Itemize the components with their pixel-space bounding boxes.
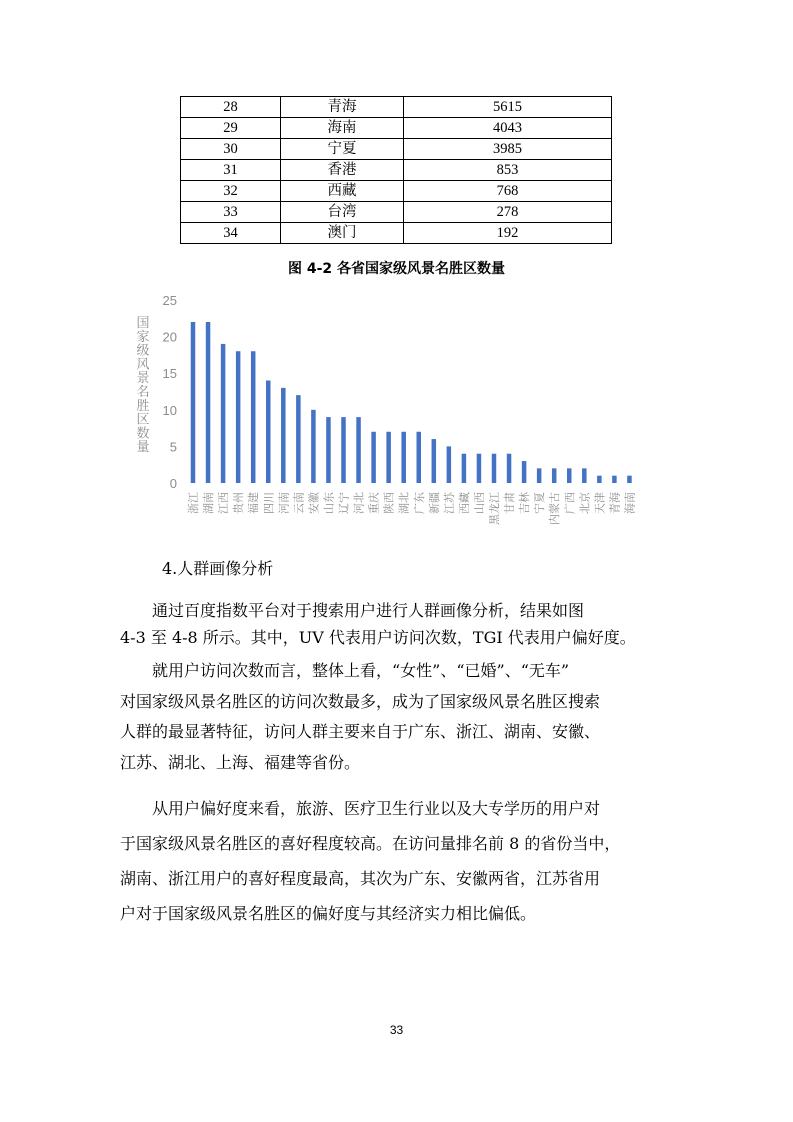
- y-axis-label-char: 风: [136, 357, 150, 373]
- x-tick-label: 辽宁: [337, 492, 351, 514]
- province-cell: 宁夏: [281, 139, 404, 160]
- bar: [552, 468, 557, 483]
- rank-cell: 29: [181, 118, 281, 139]
- bar: [401, 432, 406, 483]
- x-tick-label: 湖南: [202, 492, 216, 514]
- bar: [191, 322, 196, 483]
- paragraph-line: 通过百度指数平台对于搜索用户进行人群画像分析，结果如图: [152, 601, 585, 620]
- table-row: [181, 202, 612, 223]
- y-tick-label: 0: [169, 476, 177, 491]
- y-axis-label-char: 家: [136, 329, 150, 345]
- figure-caption: 图 4-2 各省国家级风景名胜区数量: [287, 261, 506, 277]
- province-cell: 香港: [281, 160, 404, 181]
- y-tick-label: 15: [162, 366, 177, 382]
- x-tick-label: 黑龙江: [488, 492, 501, 525]
- bar: [371, 432, 376, 483]
- province-cell: 澳门: [281, 223, 404, 244]
- bar: [266, 381, 271, 483]
- count-cell: 5615: [403, 97, 611, 118]
- bar: [582, 468, 587, 483]
- x-tick-label: 陕西: [382, 492, 396, 514]
- x-tick-label: 吉林: [518, 492, 532, 514]
- province-table: [180, 96, 612, 244]
- bar: [296, 395, 301, 483]
- count-cell: 853: [403, 160, 611, 181]
- x-tick-label: 西藏: [457, 492, 471, 514]
- x-tick-label: 云南: [292, 492, 306, 514]
- table-row: [181, 160, 612, 181]
- x-tick-label: 湖北: [397, 492, 411, 514]
- y-axis-label-char: 国: [136, 316, 150, 331]
- paragraph-line: 人群的最显著特征，访问人群主要来自于广东、浙江、湖南、安徽、: [120, 722, 601, 741]
- province-cell: 台湾: [281, 202, 404, 223]
- rank-cell: 30: [181, 139, 281, 160]
- x-tick-label: 江西: [217, 492, 231, 514]
- x-tick-label: 甘肃: [503, 492, 517, 514]
- bar: [507, 454, 512, 483]
- x-tick-label: 青海: [608, 492, 622, 514]
- x-tick-label: 四川: [262, 492, 276, 514]
- x-tick-label: 安徽: [307, 492, 321, 514]
- bar: [537, 468, 542, 483]
- count-cell: 3985: [403, 139, 611, 160]
- bar: [447, 446, 452, 483]
- paragraph-line: 于国家级风景名胜区的喜好程度较高。在访问量排名前 8 的省份当中，: [120, 834, 621, 853]
- y-axis-label-char: 级: [136, 343, 150, 359]
- bar: [477, 454, 482, 483]
- table-row: [181, 181, 612, 202]
- rank-cell: 31: [181, 160, 281, 181]
- x-tick-label: 福建: [247, 492, 261, 514]
- x-tick-label: 浙江: [187, 492, 200, 514]
- bar: [236, 351, 241, 483]
- count-cell: 768: [403, 181, 611, 202]
- bar: [567, 468, 572, 483]
- bar: [206, 322, 211, 483]
- paragraph-line: 湖南、浙江用户的喜好程度最高，其次为广东、安徽两省，江苏省用: [120, 869, 601, 888]
- paragraph-line: 4-3 至 4-8 所示。其中，UV 代表用户访问次数，TGI 代表用户偏好度。: [120, 628, 636, 647]
- y-tick-label: 20: [162, 329, 177, 345]
- province-cell: 西藏: [281, 181, 404, 202]
- y-tick-label: 25: [162, 293, 177, 308]
- count-cell: 4043: [403, 118, 611, 139]
- y-axis-label-char: 胜: [136, 398, 150, 414]
- count-cell: 278: [403, 202, 611, 223]
- table-row: [181, 139, 612, 160]
- page-number: 33: [389, 1023, 404, 1037]
- section-title: 4.人群画像分析: [162, 559, 274, 578]
- bar: [326, 417, 331, 483]
- x-tick-label: 广东: [412, 492, 426, 514]
- table-row: [181, 223, 612, 244]
- x-tick-label: 河北: [352, 492, 366, 514]
- bar: [221, 344, 226, 483]
- x-tick-label: 江苏: [442, 492, 456, 514]
- y-tick-label: 5: [169, 439, 177, 455]
- paragraph-line: 江苏、湖北、上海、福建等省份。: [120, 753, 361, 772]
- rank-cell: 32: [181, 181, 281, 202]
- bar: [386, 432, 391, 483]
- count-cell: 192: [403, 223, 611, 244]
- bar: [612, 476, 617, 483]
- province-bar-chart: [130, 285, 670, 535]
- bar: [627, 476, 632, 483]
- y-axis-label-char: 量: [136, 440, 150, 456]
- y-axis-label-char: 景: [136, 371, 150, 387]
- x-tick-label: 山东: [322, 492, 336, 514]
- x-tick-label: 北京: [578, 492, 592, 514]
- bar: [522, 461, 527, 483]
- x-tick-label: 内蒙古: [548, 492, 562, 525]
- x-tick-label: 河南: [277, 492, 291, 514]
- table-row: [181, 97, 612, 118]
- paragraph-line: 就用户访问次数而言，整体上看，“女性”、“已婚”、“无车”: [152, 661, 570, 680]
- rank-cell: 34: [181, 223, 281, 244]
- province-cell: 青海: [281, 97, 404, 118]
- bar: [251, 351, 256, 483]
- x-tick-label: 广西: [563, 492, 577, 514]
- y-tick-label: 10: [162, 402, 177, 418]
- bar: [597, 476, 602, 483]
- bar: [356, 417, 361, 483]
- y-axis-label-char: 区: [136, 412, 150, 428]
- rank-cell: 28: [181, 97, 281, 118]
- x-tick-label: 新疆: [427, 492, 441, 514]
- paragraph-line: 从用户偏好度来看，旅游、医疗卫生行业以及大专学历的用户对: [152, 799, 601, 818]
- table-row: [181, 118, 612, 139]
- x-tick-label: 天津: [593, 492, 607, 514]
- x-tick-label: 山西: [472, 492, 486, 514]
- y-axis-label-char: 名: [136, 385, 150, 400]
- bar: [492, 454, 497, 483]
- x-tick-label: 重庆: [367, 492, 381, 514]
- bar: [311, 410, 316, 483]
- x-tick-label: 海南: [623, 492, 637, 514]
- x-tick-label: 宁夏: [533, 492, 547, 514]
- paragraph-line: 户对于国家级风景名胜区的偏好度与其经济实力相比偏低。: [120, 904, 537, 923]
- x-tick-label: 贵州: [232, 492, 246, 514]
- bar: [281, 388, 286, 483]
- bar: [341, 417, 346, 483]
- bar: [462, 454, 467, 483]
- rank-cell: 33: [181, 202, 281, 223]
- province-cell: 海南: [281, 118, 404, 139]
- paragraph-line: 对国家级风景名胜区的访问次数最多，成为了国家级风景名胜区搜索: [120, 692, 601, 711]
- bar: [432, 439, 437, 483]
- y-axis-label-char: 数: [136, 426, 150, 442]
- bar: [417, 432, 422, 483]
